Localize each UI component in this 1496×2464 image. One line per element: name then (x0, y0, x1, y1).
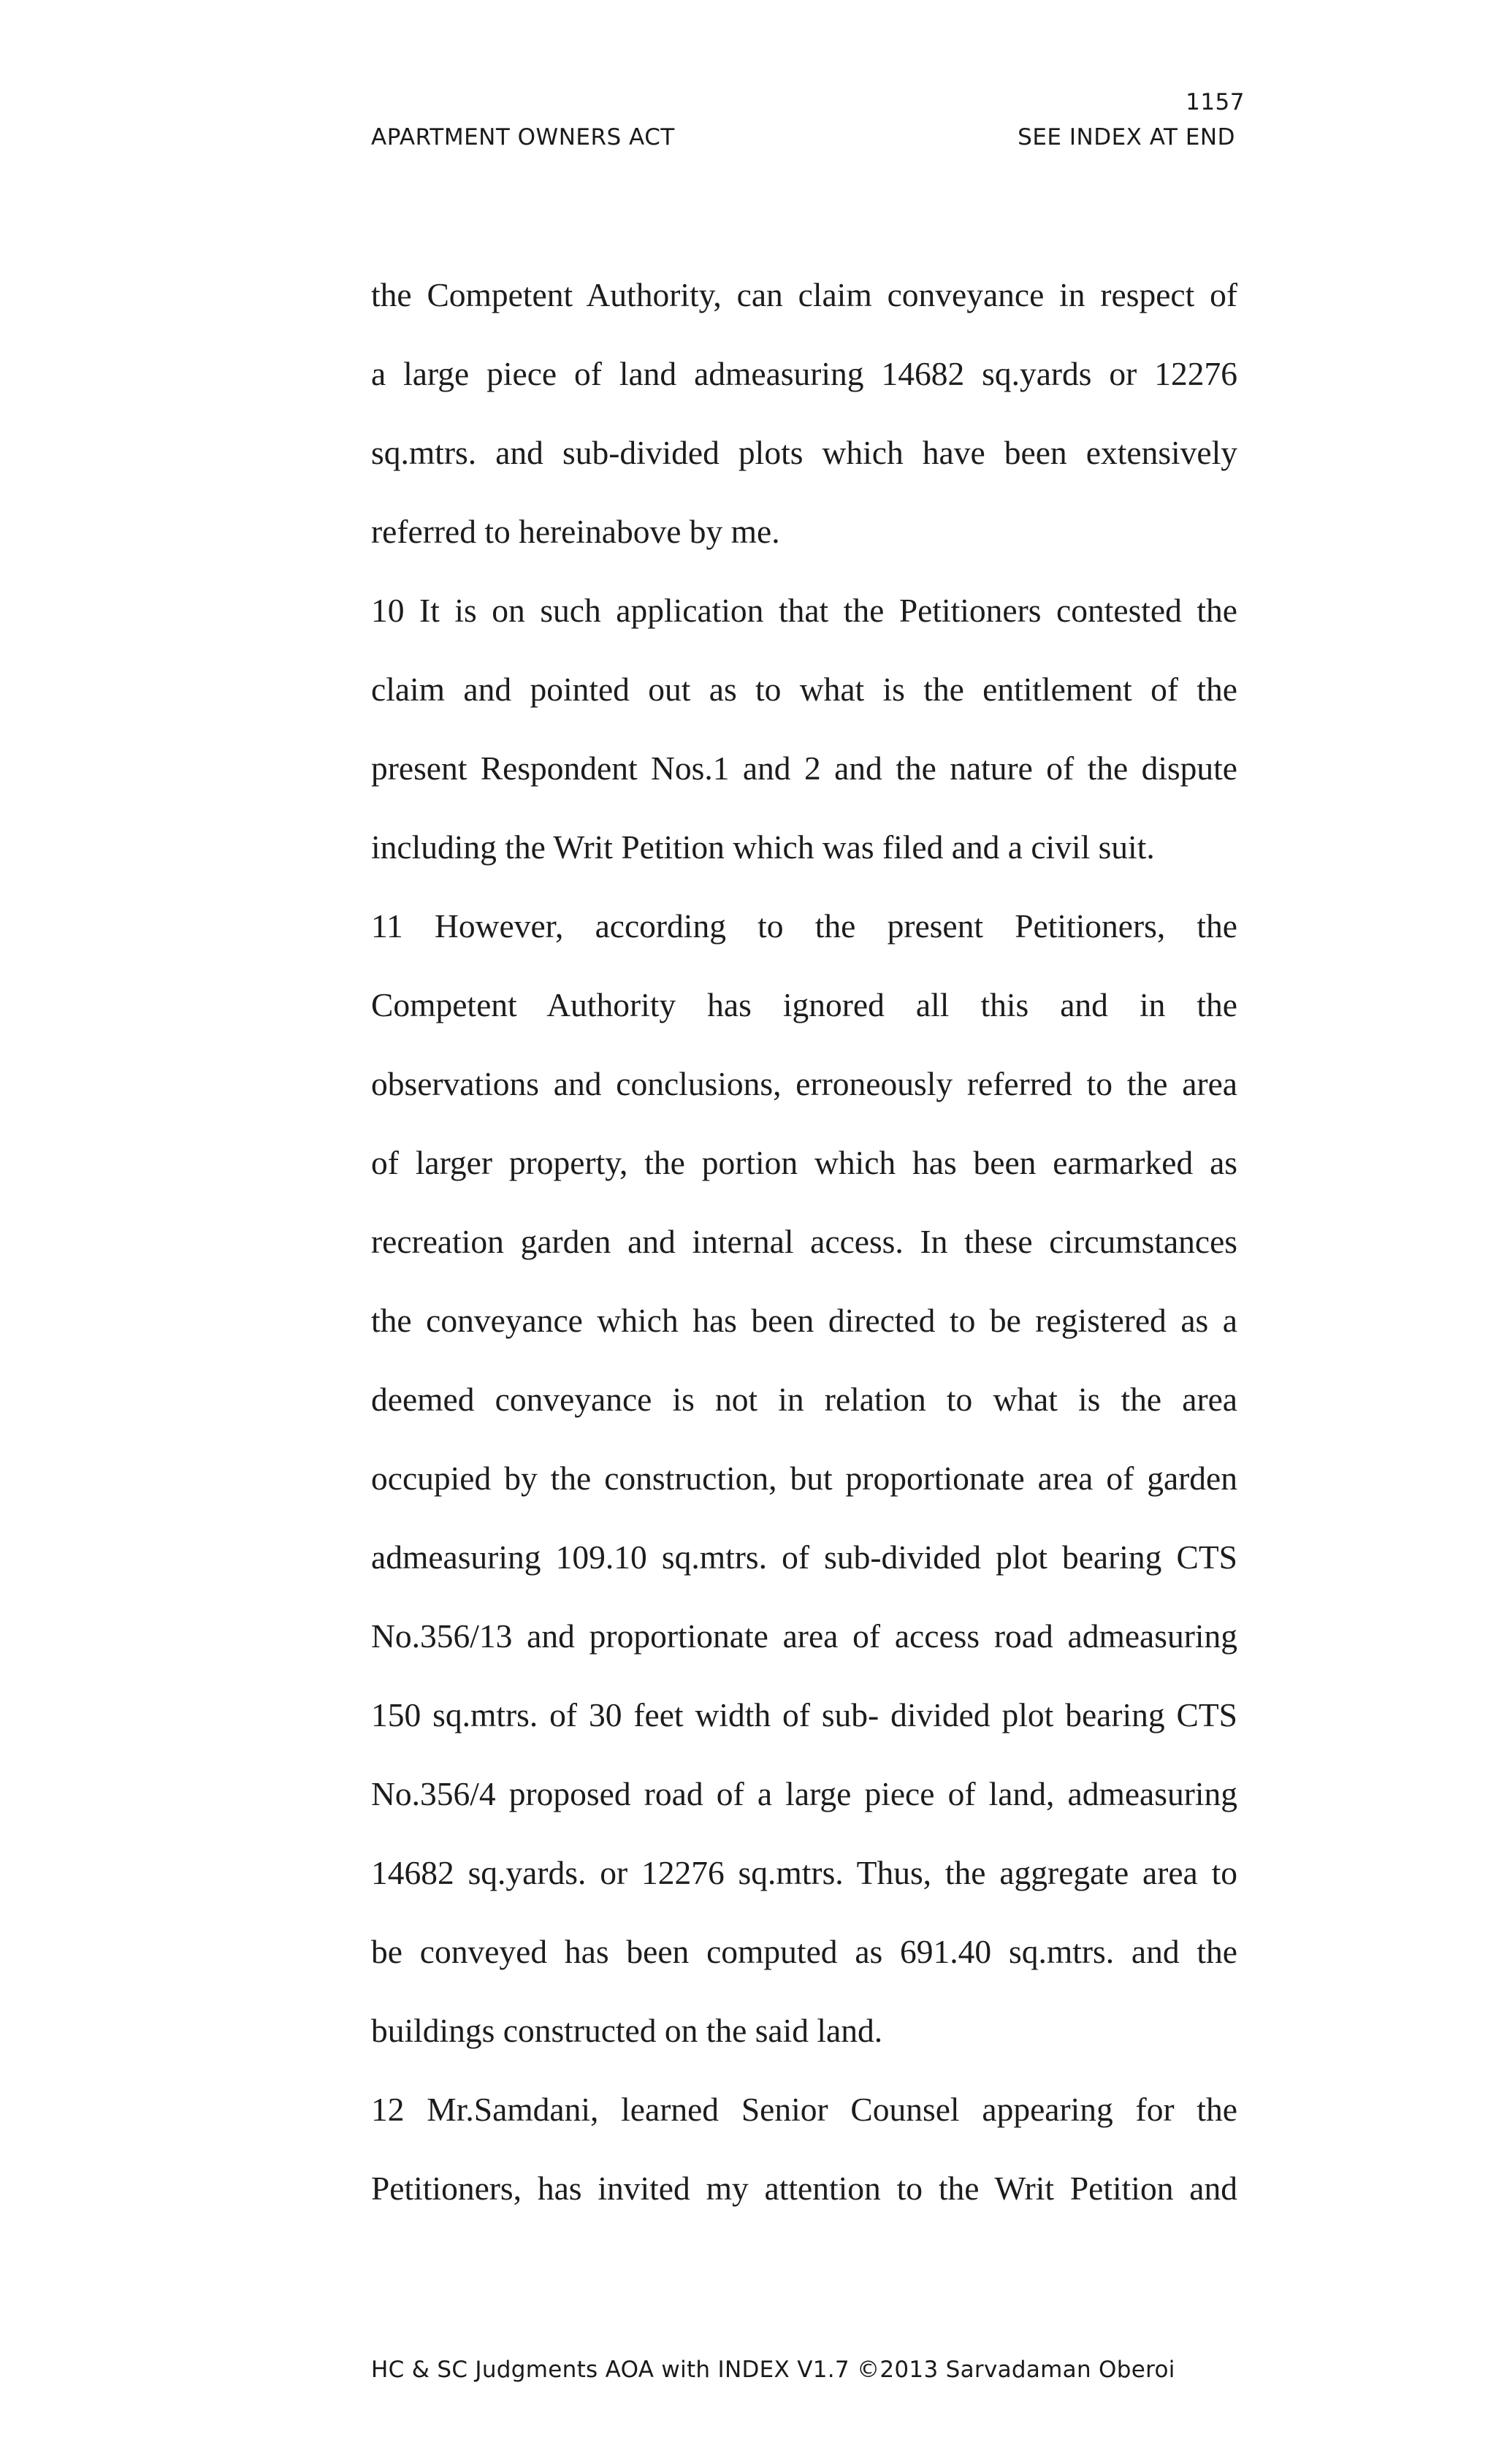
text-line: 12 Mr.Samdani, learned Senior Counsel appearing for the (371, 2091, 1237, 2128)
text-line: be conveyed has been computed as 691.40 sq.mtrs. and the (371, 1933, 1237, 1970)
running-head-index-note: SEE INDEX AT END (1018, 124, 1235, 150)
text-line: sq.mtrs. and sub-divided plots which have been extensively (371, 434, 1237, 471)
page-number: 1157 (1186, 89, 1245, 115)
text-line: recreation garden and internal access. In these circumstances (371, 1223, 1237, 1260)
text-line: Competent Authority has ignored all this and in the (371, 986, 1237, 1023)
text-line: the Competent Authority, can claim conveyance in respect of (371, 276, 1237, 313)
running-head-title: APARTMENT OWNERS ACT (371, 124, 675, 150)
text-line: 14682 sq.yards. or 12276 sq.mtrs. Thus, the aggregate area to (371, 1854, 1237, 1891)
text-line: occupied by the construction, but proportionate area of garden (371, 1460, 1237, 1497)
text-line: Petitioners, has invited my attention to the Writ Petition and (371, 2170, 1237, 2207)
text-line: a large piece of land admeasuring 14682 sq.yards or 12276 (371, 355, 1237, 392)
text-line: 11 However, according to the present Petitioners, the (371, 907, 1237, 945)
text-line: 10 It is on such application that the Petitioners contested the (371, 592, 1237, 629)
footer-copyright: HC & SC Judgments AOA with INDEX V1.7 ©2013 Sarvadaman Oberoi (371, 2357, 1175, 2383)
text-line: No.356/4 proposed road of a large piece of land, admeasuring (371, 1775, 1237, 1812)
text-line: referred to hereinabove by me. (371, 513, 780, 550)
judgment-body-text (371, 256, 1237, 2228)
text-line: No.356/13 and proportionate area of access road admeasuring (371, 1617, 1237, 1655)
text-line: 150 sq.mtrs. of 30 feet width of sub- divided plot bearing CTS (371, 1696, 1237, 1733)
text-line: the conveyance which has been directed to be registered as a (371, 1302, 1237, 1339)
text-line: observations and conclusions, erroneously referred to the area (371, 1065, 1237, 1102)
text-line: claim and pointed out as to what is the entitlement of the (371, 671, 1237, 708)
text-line: buildings constructed on the said land. (371, 2012, 883, 2049)
text-line: including the Writ Petition which was filed and a civil suit. (371, 828, 1155, 866)
text-line: present Respondent Nos.1 and 2 and the nature of the dispute (371, 750, 1237, 787)
text-line: admeasuring 109.10 sq.mtrs. of sub-divided plot bearing CTS (371, 1538, 1237, 1576)
text-line: of larger property, the portion which has been earmarked as (371, 1144, 1237, 1181)
text-line: deemed conveyance is not in relation to what is the area (371, 1381, 1237, 1418)
